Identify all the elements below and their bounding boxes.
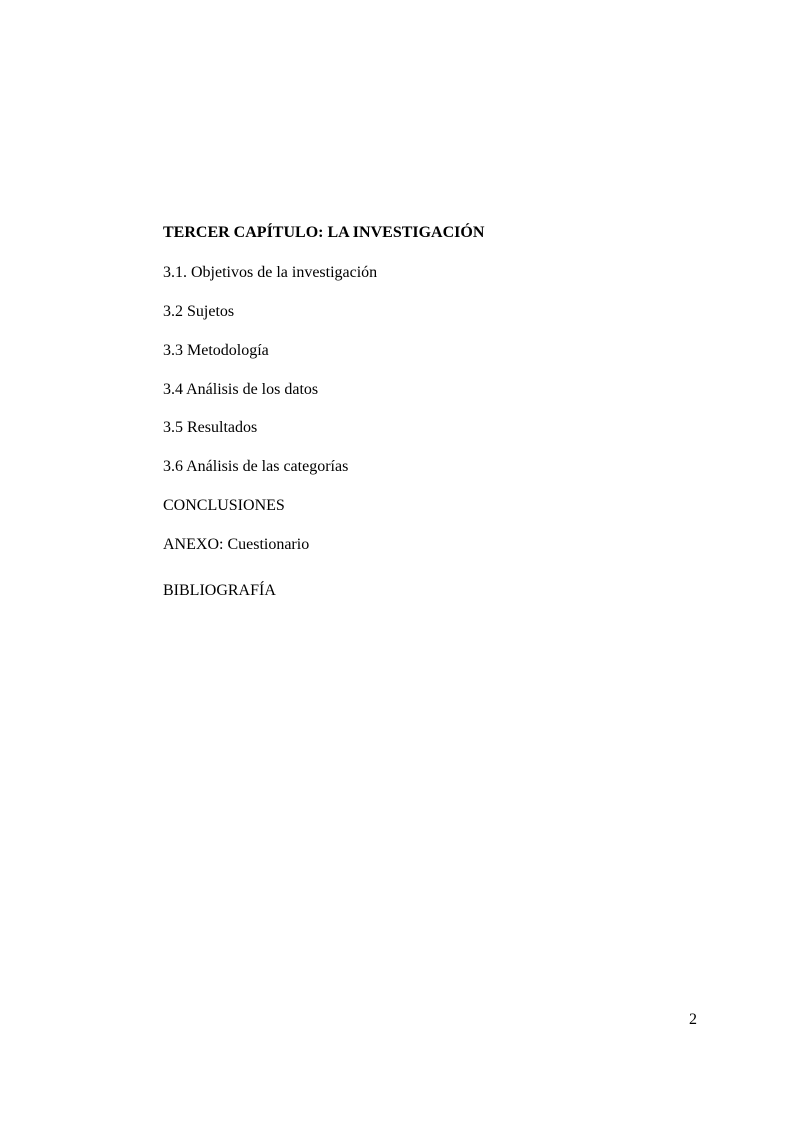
toc-entry-resultados: 3.5 Resultados: [163, 419, 258, 436]
page-number: 2: [689, 1011, 697, 1028]
toc-entry-objetivos: 3.1. Objetivos de la investigación: [163, 264, 378, 281]
toc-entry-sujetos: 3.2 Sujetos: [163, 303, 235, 320]
toc-entry-bibliografia: BIBLIOGRAFÍA: [163, 582, 276, 599]
toc-entry-analisis-categorias: 3.6 Análisis de las categorías: [163, 458, 349, 475]
toc-entry-metodologia: 3.3 Metodología: [163, 342, 269, 359]
toc-entry-analisis-datos: 3.4 Análisis de los datos: [163, 381, 319, 398]
toc-entry-conclusiones: CONCLUSIONES: [163, 497, 285, 514]
chapter-heading: TERCER CAPÍTULO: LA INVESTIGACIÓN: [163, 224, 485, 241]
toc-entry-anexo: ANEXO: Cuestionario: [163, 536, 310, 553]
